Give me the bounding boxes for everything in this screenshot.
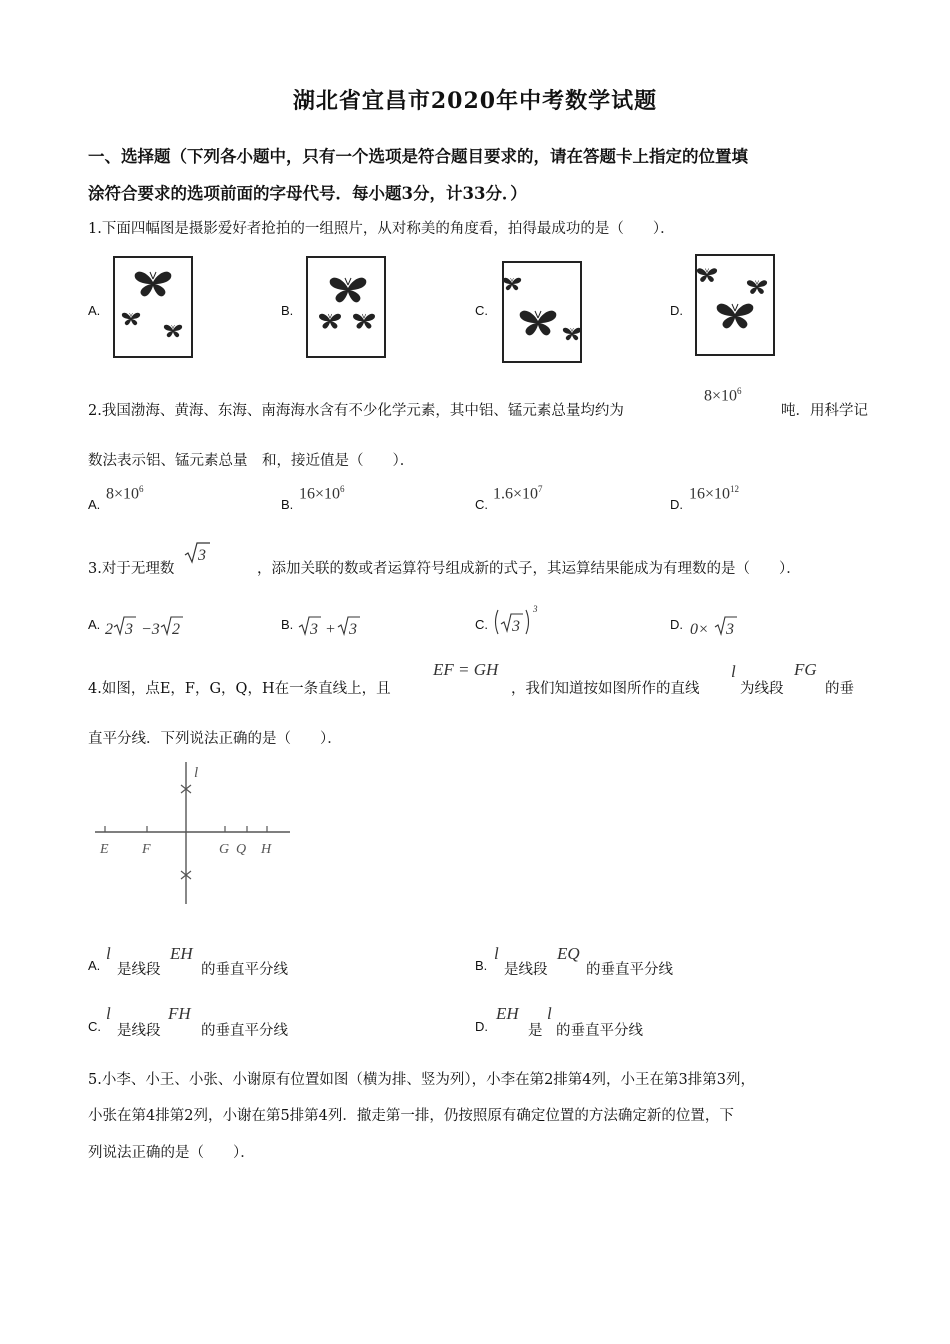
q3-option-b-label: B. xyxy=(281,617,294,632)
q3-option-a-expr xyxy=(105,614,195,644)
section-header-line1: 一、选择题（下列各小题中，只有一个选项是符合题目要求的，请在答题卡上指定的位置填 xyxy=(88,147,748,166)
svg-text:2: 2 xyxy=(172,621,180,638)
svg-text:−3: −3 xyxy=(141,621,160,638)
q4-eq: EF = GH xyxy=(433,660,499,679)
q4-option-d-m2: l xyxy=(547,1004,552,1023)
q2-option-b-label: B. xyxy=(281,497,294,512)
q1-photo-d xyxy=(695,254,775,356)
q4-option-b-m2: EQ xyxy=(557,944,580,963)
q4-option-c-post: 的垂直平分线 xyxy=(201,1023,288,1039)
q1-option-d-label: D. xyxy=(670,303,683,318)
question-2-text-a: 2.我国渤海、黄海、东海、南海海水含有不少化学元素，其中铝、锰元素总量均约为 xyxy=(88,403,624,419)
fig-label-g: G xyxy=(219,842,230,857)
q4-option-d-m1: EH xyxy=(496,1004,519,1023)
svg-text:3: 3 xyxy=(512,618,520,635)
svg-text:0×: 0× xyxy=(690,621,709,638)
q2-value: $8\times 10^6$ xyxy=(704,386,742,405)
svg-text:3: 3 xyxy=(726,621,734,638)
q4-option-a-mid: 是线段 xyxy=(117,962,161,978)
q3-option-c-label: C. xyxy=(475,617,488,632)
q2-option-a-value: $8\times 10^6$ xyxy=(106,484,144,503)
question-5-line2: 小张在第4排第2列，小谢在第5排第4列．撤走第一排，仍按照原有确定位置的方法确定新的位置，下 xyxy=(88,1108,734,1124)
question-2-text-c: 数法表示铝、锰元素总量 和，接近值是（ ）． xyxy=(88,453,415,469)
butterfly-icon xyxy=(504,263,580,361)
question-2-text-b: 吨．用科学记 xyxy=(781,403,868,419)
q4-option-d-mid: 是 xyxy=(528,1023,543,1039)
butterfly-icon xyxy=(697,256,773,354)
q3-option-d-expr xyxy=(690,614,750,644)
question-4-text-e: 直平分线．下列说法正确的是（ ）． xyxy=(88,731,342,747)
q4-seg-fg: FG xyxy=(794,660,817,679)
question-4-text-c: 为线段 xyxy=(740,681,784,697)
q4-option-a-label: A. xyxy=(88,958,101,973)
q2-option-b-value: $16\times 10^6$ xyxy=(299,484,345,503)
q4-line-l: l xyxy=(731,662,736,681)
q4-option-c-mid: 是线段 xyxy=(117,1023,161,1039)
svg-text:3: 3 xyxy=(198,547,206,564)
q4-figure xyxy=(90,758,300,912)
page-title: 湖北省宜昌市2020年中考数学试题 xyxy=(292,88,658,114)
butterfly-icon xyxy=(308,258,384,356)
q3-sqrt3 xyxy=(183,540,211,570)
q4-option-d-post: 的垂直平分线 xyxy=(556,1023,643,1039)
question-4-text-a: 4.如图，点E，F，G，Q，H在一条直线上，且 xyxy=(88,681,391,697)
q4-option-a-m2: EH xyxy=(170,944,193,963)
svg-text:+: + xyxy=(325,621,336,638)
fig-label-e: E xyxy=(100,842,109,857)
q3-option-a-label: A. xyxy=(88,617,101,632)
question-4-text-d: 的垂 xyxy=(825,681,854,697)
q4-option-c-label: C. xyxy=(88,1019,101,1034)
q2-option-d-label: D. xyxy=(670,497,683,512)
q4-option-a-post: 的垂直平分线 xyxy=(201,962,288,978)
q1-photo-a xyxy=(113,256,193,358)
butterfly-icon xyxy=(115,258,191,356)
question-3-text-a: 3.对于无理数 xyxy=(88,561,175,577)
q4-option-b-post: 的垂直平分线 xyxy=(586,962,673,978)
question-3-text-b: ，添加关联的数或者运算符号组成新的式子，其运算结果能成为有理数的是（ ）． xyxy=(257,561,801,577)
q4-option-c-m2: FH xyxy=(168,1004,191,1023)
q2-option-c-value: $1.6\times 10^7$ xyxy=(493,484,543,503)
svg-text:3: 3 xyxy=(310,621,318,638)
q4-option-b-m1: l xyxy=(494,944,499,963)
q1-photo-c xyxy=(502,261,582,363)
question-1-text: 1.下面四幅图是摄影爱好者抢拍的一组照片，从对称美的角度看，拍得最成功的是（ ）． xyxy=(88,221,675,237)
q3-option-b-expr xyxy=(298,614,368,644)
q4-option-b-label: B. xyxy=(475,958,488,973)
q1-option-a-label: A. xyxy=(88,303,101,318)
section-header-line2: 涂符合要求的选项前面的字母代号．每小题3分，计33分．） xyxy=(88,184,527,203)
svg-text:3: 3 xyxy=(125,621,133,638)
q2-option-a-label: A. xyxy=(88,497,101,512)
svg-text:2: 2 xyxy=(105,621,113,638)
fig-label-f: F xyxy=(142,842,151,857)
fig-label-l: l xyxy=(194,765,199,781)
q4-option-a-m1: l xyxy=(106,944,111,963)
q2-option-c-label: C. xyxy=(475,497,488,512)
q1-option-c-label: C. xyxy=(475,303,488,318)
fig-label-h: H xyxy=(261,842,272,857)
q2-option-d-value: $16\times 10^{12}$ xyxy=(689,484,740,503)
svg-text:3: 3 xyxy=(533,604,538,614)
q4-option-c-m1: l xyxy=(106,1004,111,1023)
question-4-text-b: ，我们知道按如图所作的直线 xyxy=(511,681,700,697)
q4-option-b-mid: 是线段 xyxy=(504,962,548,978)
q3-option-d-label: D. xyxy=(670,617,683,632)
q3-option-c-expr xyxy=(492,602,542,642)
q1-option-b-label: B. xyxy=(281,303,294,318)
svg-text:3: 3 xyxy=(349,621,357,638)
q4-option-d-label: D. xyxy=(475,1019,488,1034)
question-5-line1: 5.小李、小王、小张、小谢原有位置如图（横为排、竖为列），小李在第2排第4列，小王在第3排第3列， xyxy=(88,1072,755,1088)
q1-photo-b xyxy=(306,256,386,358)
question-5-line3: 列说法正确的是（ ）． xyxy=(88,1145,255,1161)
fig-label-q: Q xyxy=(236,842,247,857)
